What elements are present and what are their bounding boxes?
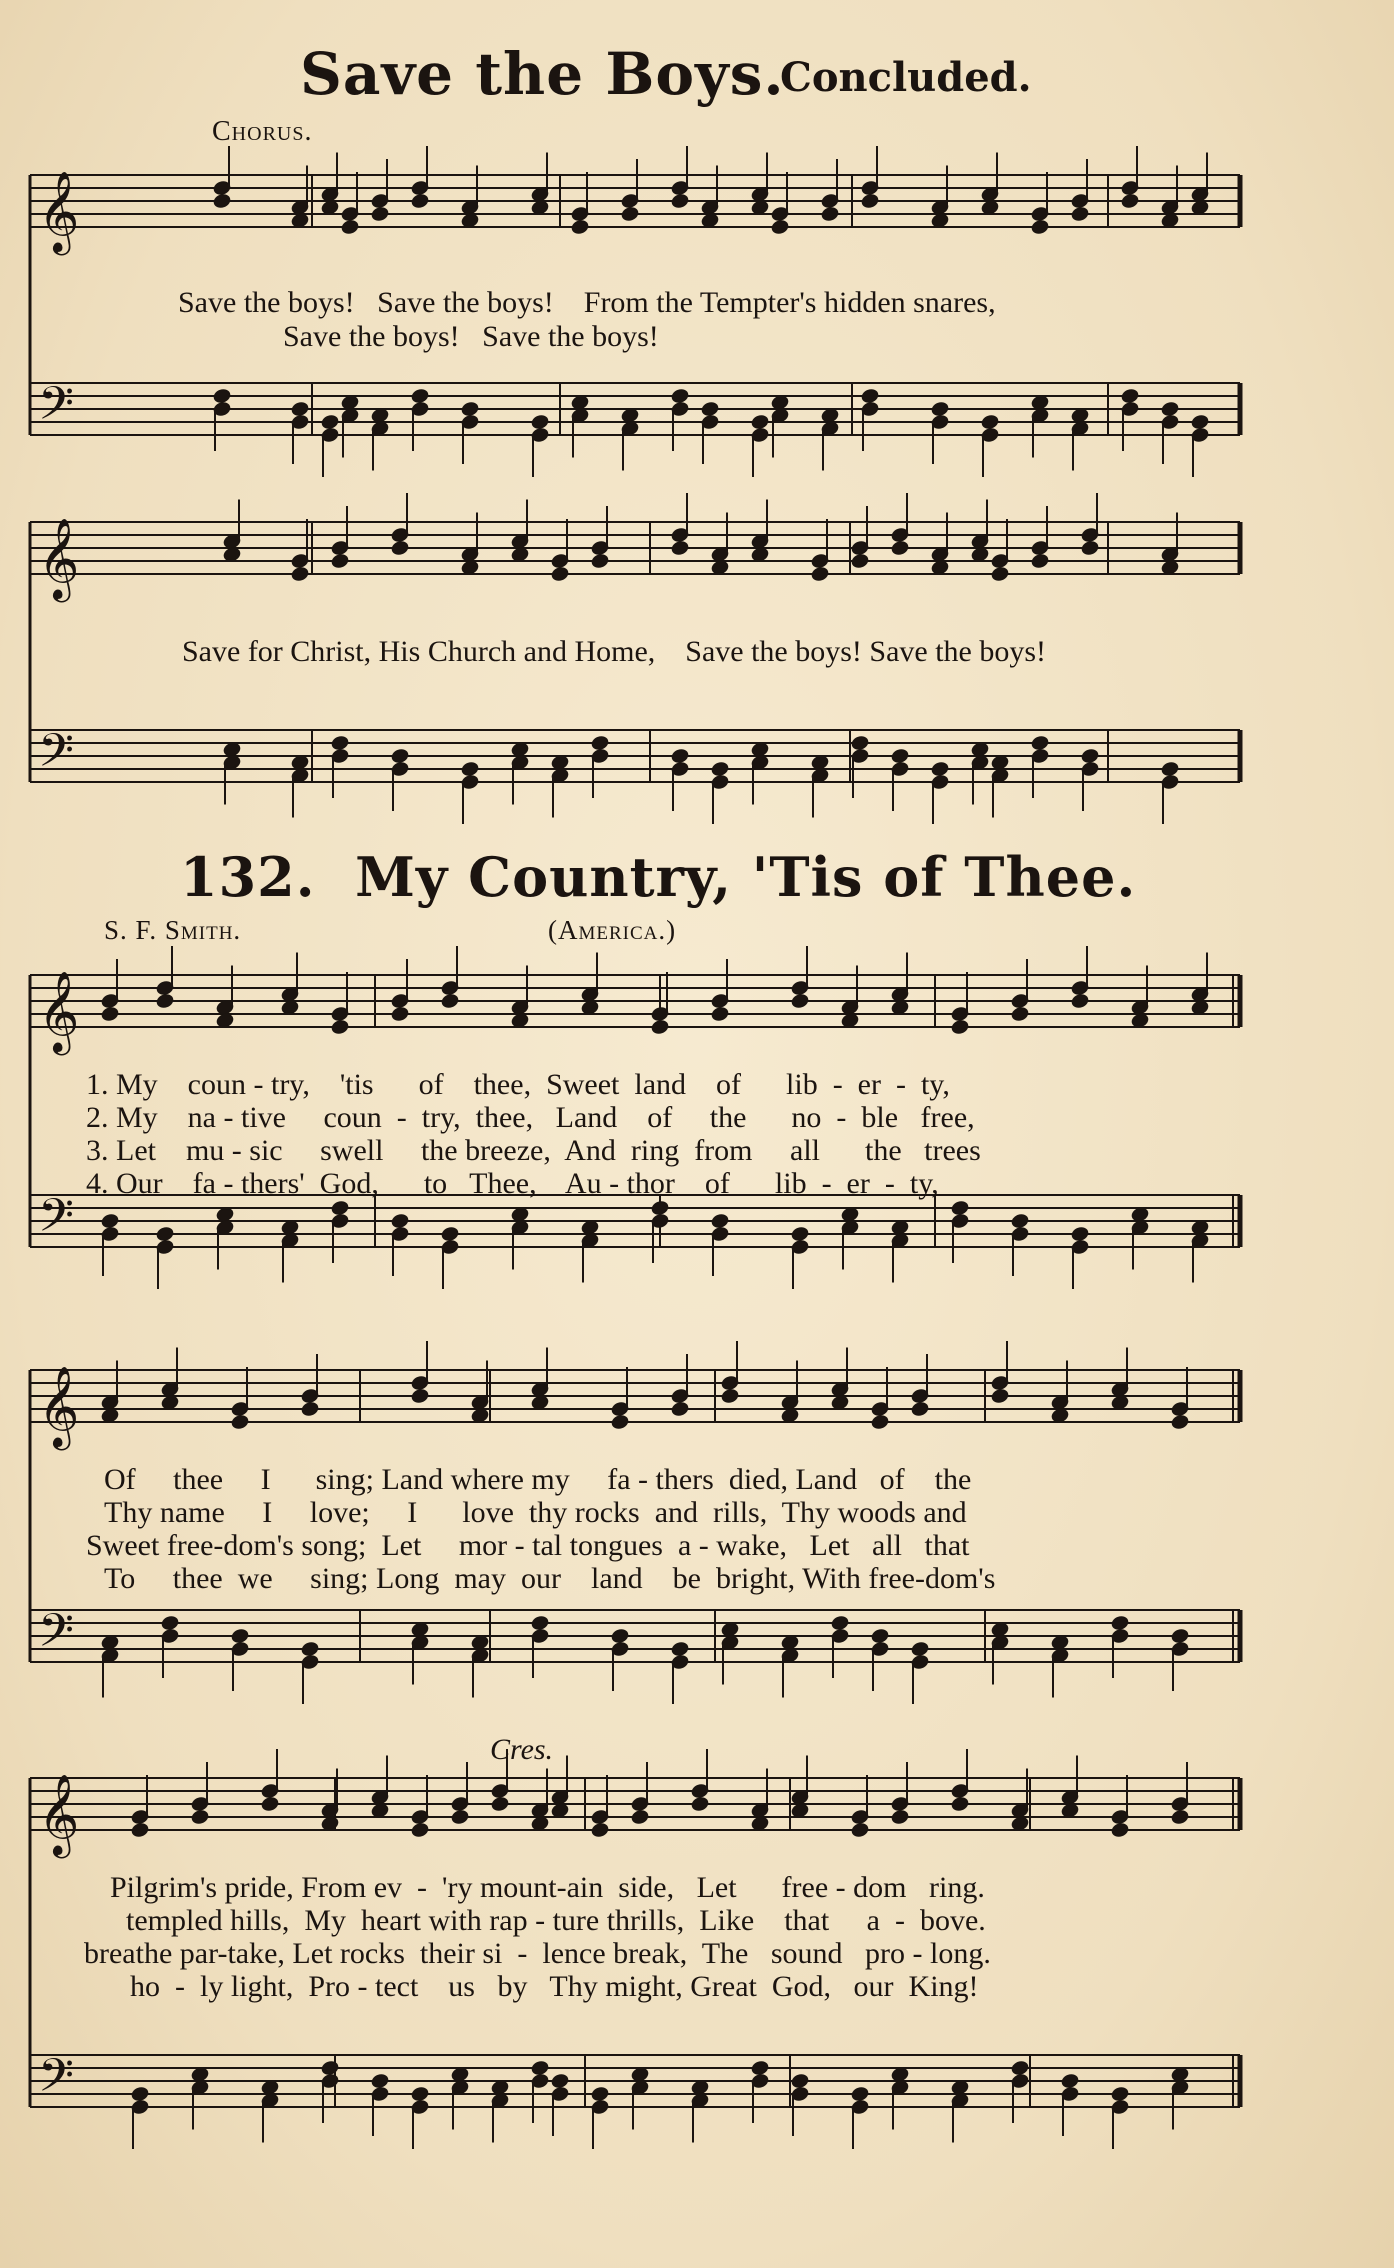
- lyric-line: To thee we sing; Long may our land be bright, With free-dom's: [104, 1562, 996, 1595]
- lyric-line: Thy name I love; I love thy rocks and rills, Thy woods and: [104, 1496, 967, 1529]
- notehead: [1070, 993, 1089, 1010]
- notehead: [860, 193, 879, 210]
- bass-clef: 𝄢: [38, 2049, 75, 2114]
- notehead: [390, 748, 409, 765]
- notehead: [410, 193, 429, 210]
- notehead: [930, 761, 949, 778]
- notehead: [100, 1213, 119, 1230]
- notehead: [870, 1414, 889, 1431]
- treble-clef: 𝄞: [38, 970, 80, 1052]
- lyric-line: Save for Christ, His Church and Home, Save the boys! Save the boys!: [182, 635, 1047, 668]
- notehead: [1120, 388, 1139, 405]
- notehead: [1010, 1006, 1029, 1023]
- notehead: [910, 1641, 929, 1658]
- notehead: [1110, 1822, 1129, 1839]
- notehead: [1110, 1615, 1129, 1632]
- notehead: [710, 761, 729, 778]
- notehead: [330, 553, 349, 570]
- clefs: [38, 170, 79, 2114]
- notehead: [330, 735, 349, 752]
- notehead: [1030, 735, 1049, 752]
- notehead: [670, 193, 689, 210]
- lyric-line: Save the boys! Save the boys! From the Tempter's hidden snares,: [178, 286, 996, 319]
- notehead: [790, 2073, 809, 2090]
- notehead: [830, 1615, 849, 1632]
- notehead: [340, 219, 359, 236]
- notehead: [460, 401, 479, 418]
- notehead: [550, 2073, 569, 2090]
- notehead: [490, 1796, 509, 1813]
- notehead: [290, 566, 309, 583]
- notehead: [980, 414, 999, 431]
- notehead: [410, 388, 429, 405]
- notehead: [850, 735, 869, 752]
- notehead: [990, 566, 1009, 583]
- notehead: [790, 1226, 809, 1243]
- notehead: [820, 206, 839, 223]
- lyric-line: 2. My na - tive coun - try, thee, Land of the no - ble free,: [86, 1101, 975, 1134]
- notehead: [1080, 540, 1099, 557]
- notehead: [1190, 414, 1209, 431]
- notehead: [700, 401, 719, 418]
- notehead: [570, 219, 589, 236]
- notehead: [450, 1809, 469, 1826]
- notehead: [130, 1822, 149, 1839]
- notehead: [1070, 1226, 1089, 1243]
- lyric-line: Pilgrim's pride, From ev - 'ry mount-ain side, Let free - dom ring.: [110, 1871, 985, 1904]
- notehead: [860, 388, 879, 405]
- notehead: [370, 2073, 389, 2090]
- notehead: [670, 540, 689, 557]
- notehead: [610, 1628, 629, 1645]
- notehead: [590, 735, 609, 752]
- notehead: [100, 1006, 119, 1023]
- notehead: [370, 206, 389, 223]
- lyric-line: templed hills, My heart with rap - ture thrills, Like that a - bove.: [126, 1904, 986, 1937]
- notehead: [320, 2060, 339, 2077]
- lyric-line: 4. Our fa - thers' God, to Thee, Au - thor of lib - er - ty,: [86, 1167, 939, 1200]
- lyric-line: ho - ly light, Pro - tect us by Thy might, Great God, our King!: [130, 1970, 979, 2003]
- treble-clef: 𝄞: [38, 170, 80, 252]
- notehead: [1030, 219, 1049, 236]
- notehead: [190, 1809, 209, 1826]
- bass-clef: 𝄢: [38, 724, 75, 789]
- notehead: [410, 1388, 429, 1405]
- lyric-line: breathe par-take, Let rocks their si - lence break, The sound pro - long.: [84, 1937, 991, 1970]
- notehead: [670, 1401, 689, 1418]
- notehead: [620, 206, 639, 223]
- notehead: [670, 1641, 689, 1658]
- notehead: [950, 1796, 969, 1813]
- notehead: [320, 414, 339, 431]
- notehead: [212, 193, 231, 210]
- notehead: [910, 1401, 929, 1418]
- notehead: [850, 553, 869, 570]
- notehead: [1070, 206, 1089, 223]
- chorus-label: Chorus.: [212, 116, 313, 147]
- notehead: [155, 1226, 174, 1243]
- hymn-title: Save the Boys.: [300, 40, 785, 108]
- notehead: [130, 2086, 149, 2103]
- hymn-title: [180, 845, 1136, 909]
- notehead: [770, 219, 789, 236]
- notehead: [890, 540, 909, 557]
- treble-clef: 𝄞: [38, 1365, 80, 1447]
- notehead: [710, 1213, 729, 1230]
- notehead: [720, 1388, 739, 1405]
- bass-clef: 𝄢: [38, 1189, 75, 1254]
- notehead: [1170, 1414, 1189, 1431]
- notehead: [690, 1796, 709, 1813]
- hymn-number: 132.: [180, 845, 316, 909]
- notehead: [1170, 1628, 1189, 1645]
- notehead: [330, 1019, 349, 1036]
- notehead: [1110, 2086, 1129, 2103]
- notehead: [750, 414, 769, 431]
- lyric-line: Of thee I sing; Land where my fa - thers died, Land of the: [104, 1463, 972, 1496]
- notehead: [790, 993, 809, 1010]
- notehead: [300, 1641, 319, 1658]
- notehead: [550, 566, 569, 583]
- notehead: [1010, 2060, 1029, 2077]
- notehead: [950, 1019, 969, 1036]
- author: S. F. Smith.: [104, 915, 242, 945]
- notehead: [330, 1200, 349, 1217]
- lyric-line: 1. My coun - try, 'tis of thee, Sweet land of lib - er - ty,: [86, 1068, 950, 1101]
- lyric-line: Sweet free-dom's song; Let mor - tal tongues a - wake, Let all that: [86, 1529, 970, 1562]
- notehead: [750, 2060, 769, 2077]
- notehead: [710, 1006, 729, 1023]
- notehead: [530, 414, 549, 431]
- notehead: [1120, 193, 1139, 210]
- notehead: [530, 1615, 549, 1632]
- notehead: [212, 388, 231, 405]
- dynamic-marking: Cres.: [490, 1733, 554, 1766]
- notehead: [390, 1213, 409, 1230]
- notehead: [590, 553, 609, 570]
- notehead: [390, 540, 409, 557]
- tune-name: (America.): [548, 915, 677, 945]
- notehead: [650, 1200, 669, 1217]
- lyric-line: Save the boys! Save the boys!: [283, 320, 659, 353]
- notehead: [155, 993, 174, 1010]
- notehead: [230, 1628, 249, 1645]
- notehead: [1030, 553, 1049, 570]
- bass-clef: 𝄢: [38, 1604, 75, 1669]
- notehead: [1060, 2073, 1079, 2090]
- notehead: [890, 748, 909, 765]
- notehead: [610, 1414, 629, 1431]
- notehead: [670, 748, 689, 765]
- notehead: [870, 1628, 889, 1645]
- notehead: [160, 1615, 179, 1632]
- notehead: [810, 566, 829, 583]
- notehead: [390, 1006, 409, 1023]
- hymn-subtitle: Concluded.: [780, 54, 1032, 101]
- notehead: [590, 2086, 609, 2103]
- notehead: [630, 1809, 649, 1826]
- notehead: [1160, 401, 1179, 418]
- notehead: [650, 1019, 669, 1036]
- notehead: [990, 1388, 1009, 1405]
- notehead: [950, 1200, 969, 1217]
- notehead: [530, 2060, 549, 2077]
- notehead: [230, 1414, 249, 1431]
- notehead: [1080, 748, 1099, 765]
- treble-clef: 𝄞: [38, 1773, 80, 1855]
- notehead: [850, 2086, 869, 2103]
- notehead: [670, 388, 689, 405]
- notehead: [410, 2086, 429, 2103]
- notehead: [1010, 1213, 1029, 1230]
- notehead: [1170, 1809, 1189, 1826]
- notehead: [460, 761, 479, 778]
- notehead: [890, 1809, 909, 1826]
- notehead: [260, 1796, 279, 1813]
- notehead: [300, 1401, 319, 1418]
- notehead: [440, 1226, 459, 1243]
- notehead: [410, 1822, 429, 1839]
- notehead: [930, 401, 949, 418]
- notehead: [440, 993, 459, 1010]
- notehead: [850, 1822, 869, 1839]
- treble-clef: 𝄞: [38, 517, 80, 599]
- lyric-line: 3. Let mu - sic swell the breeze, And ring from all the trees: [86, 1134, 981, 1167]
- hymn-name: My Country, 'Tis of Thee.: [355, 845, 1137, 909]
- bass-clef: 𝄢: [38, 377, 75, 442]
- notehead: [590, 1822, 609, 1839]
- notehead: [290, 401, 309, 418]
- notehead: [1160, 761, 1179, 778]
